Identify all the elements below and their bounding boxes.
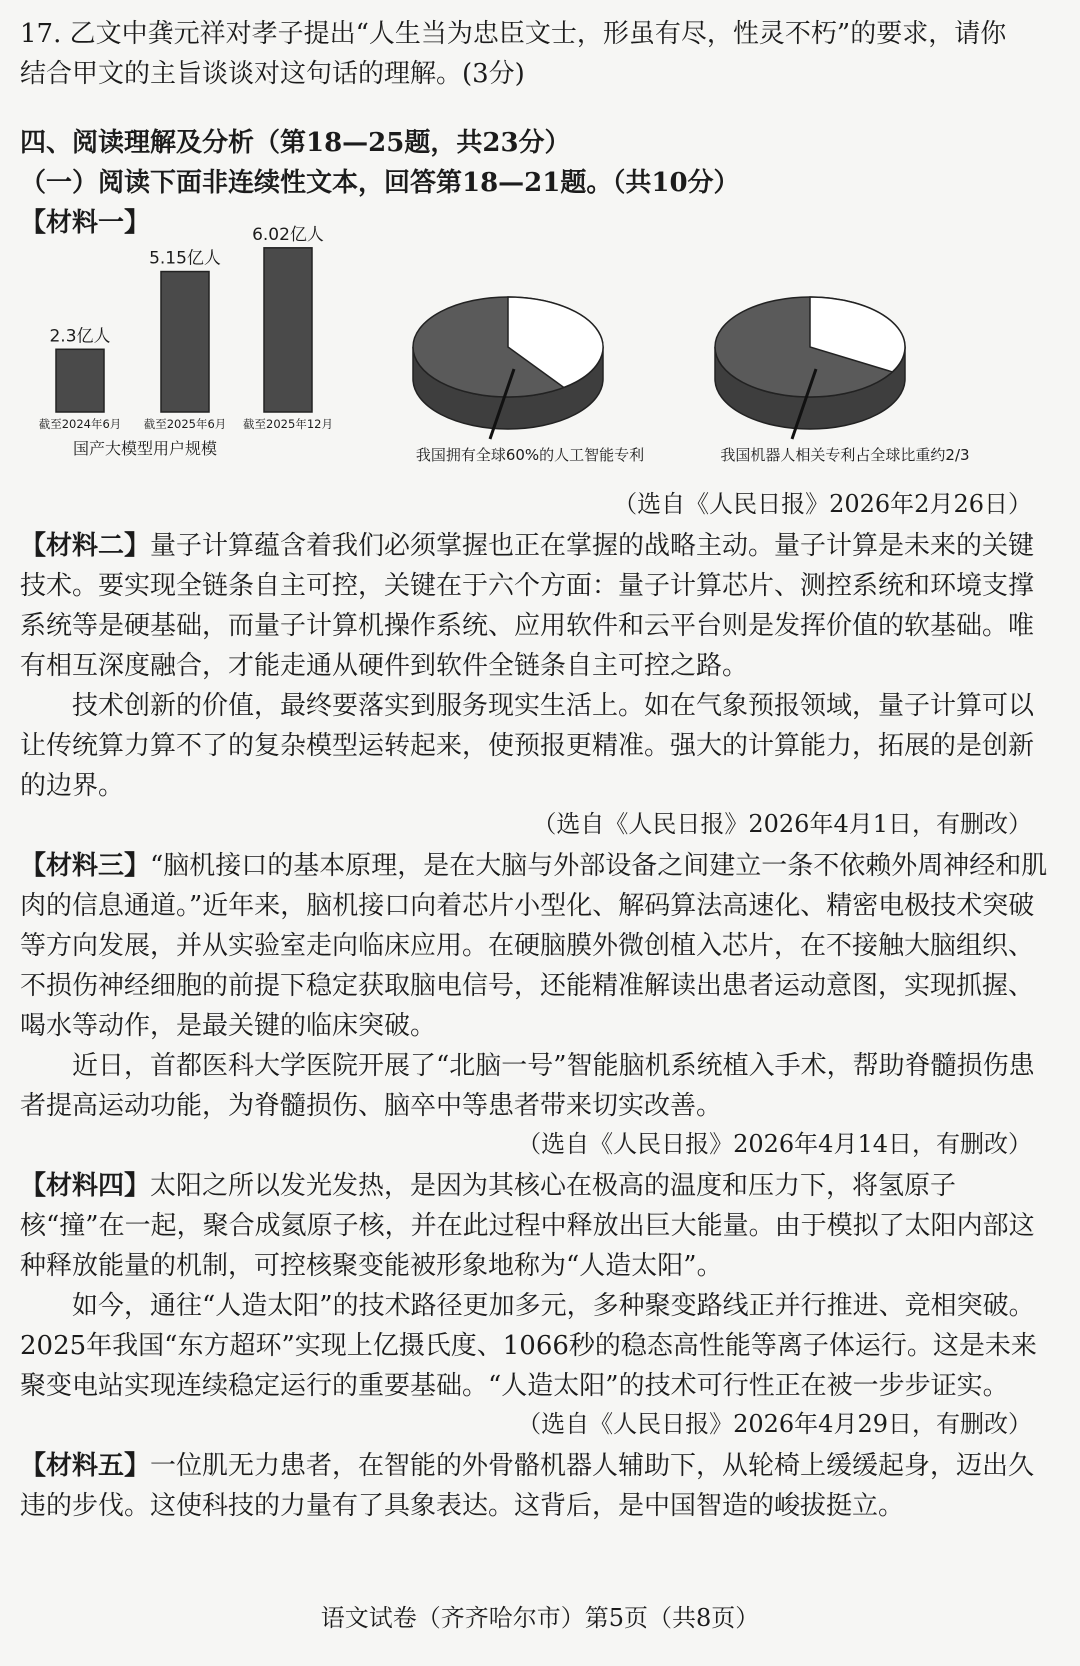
material-2-source: （选自《人民日报》2026年4月1日，有删改）	[532, 810, 1032, 838]
material-2-text-1: 量子计算蕴含着我们必须掌握也正在掌握的战略主动。量子计算是未来的关键技术。要实现全链条自主可控，关键在于六个方面：量子计算芯片、测控系统和环境支撑系统等是硬基础，而量子计算机操作系统、应用软件和云平台则是发挥价值的软基础。唯有相互深度融合，才能走通从硬件到软件全链条自主可控之路。	[20, 531, 1035, 681]
material-1-source: （选自《人民日报》2026年2月26日）	[613, 490, 1032, 518]
bar-category-label-1: 截至2025年6月	[143, 417, 227, 431]
bar-category-label-2: 截至2025年12月	[243, 417, 333, 431]
bar-data-label-1: 5.15亿人	[149, 248, 221, 269]
material-4-para-1	[20, 1166, 1058, 1286]
section-4-subtitle: （一）阅读下面非连续性文本，回答第18—21题。（共10分）	[20, 168, 740, 198]
bar-data-label-0: 2.3亿人	[49, 326, 111, 347]
material-5-para-1	[20, 1446, 1058, 1526]
bar-1	[161, 272, 209, 412]
material-2-tag: 【材料二】	[20, 531, 151, 561]
material-2-para-1	[20, 526, 1058, 686]
material-3-para-1	[20, 846, 1058, 1046]
bar-data-label-2: 6.02亿人	[252, 224, 324, 245]
bar-chart-user-scale	[20, 222, 380, 462]
material-4-source: （选自《人民日报》2026年4月29日，有删改）	[517, 1410, 1032, 1438]
material-4-para-2: 如今，通往“人造太阳”的技术路径更加多元，多种聚变路线正并行推进、竞相突破。2025年我国“东方超环”实现上亿摄氏度、1066秒的稳态高性能等离子体运行。这是未来聚变电站实现连续稳定运行的重要基础。“人造太阳”的技术可行性正在被一步步证实。	[20, 1291, 1037, 1401]
question-17-line-1: 17. 乙文中龚元祥对孝子提出“人生当为忠臣文士，形虽有尽，性灵不朽”的要求，请你	[20, 19, 1007, 49]
page-footer: 语文试卷（齐齐哈尔市）第5页（共8页）	[320, 1604, 760, 1632]
material-3-source: （选自《人民日报》2026年4月14日，有删改）	[517, 1130, 1032, 1158]
material-4-tag: 【材料四】	[20, 1171, 151, 1201]
material-1-tag: 【材料一】	[20, 208, 151, 238]
bar-2	[264, 248, 312, 412]
bar-0	[56, 349, 104, 412]
pie-1-caption: 我国拥有全球60%的人工智能专利	[415, 446, 645, 464]
material-4-text-1: 太阳之所以发光发热，是因为其核心在极高的温度和压力下，将氢原子核“撞”在一起，聚合成氦原子核，并在此过程中释放出巨大能量。由于模拟了太阳内部这种释放能量的机制，可控核聚变能被形象地称为“人造太阳”。	[20, 1171, 1035, 1281]
pie-chart-robot-patents	[710, 292, 940, 442]
material-5-tag: 【材料五】	[20, 1451, 151, 1481]
question-17-line-2: 结合甲文的主旨谈谈对这句话的理解。(3分)	[20, 59, 525, 89]
bar-category-label-0: 截至2024年6月	[38, 417, 122, 431]
pie-2-caption: 我国机器人相关专利占全球比重约2/3	[720, 446, 970, 464]
material-3-para-2: 近日，首都医科大学医院开展了“北脑一号”智能脑机系统植入手术，帮助脊髓损伤患者提高运动功能，为脊髓损伤、脑卒中等患者带来切实改善。	[20, 1051, 1035, 1121]
pie-chart-ai-patents	[408, 292, 638, 442]
material-3-text-1: “脑机接口的基本原理，是在大脑与外部设备之间建立一条不依赖外周神经和肌肉的信息通道。”近年来，脑机接口向着芯片小型化、解码算法高速化、精密电极技术突破等方向发展，并从实验室走向临床应用。在硬脑膜外微创植入芯片，在不接触大脑组织、不损伤神经细胞的前提下稳定获取脑电信号，还能精准解读出患者运动意图，实现抓握、喝水等动作，是最关键的临床突破。	[20, 851, 1048, 1041]
bar-chart-xlabel: 国产大模型用户规模	[72, 439, 218, 458]
material-2-para-2: 技术创新的价值，最终要落实到服务现实生活上。如在气象预报领域，量子计算可以让传统算力算不了的复杂模型运转起来，使预报更精准。强大的计算能力，拓展的是创新的边界。	[20, 691, 1035, 801]
material-3-tag: 【材料三】	[20, 851, 151, 881]
section-4-title: 四、阅读理解及分析（第18—25题，共23分）	[20, 128, 571, 158]
material-5-text-1: 一位肌无力患者，在智能的外骨骼机器人辅助下，从轮椅上缓缓起身，迈出久违的步伐。这使科技的力量有了具象表达。这背后，是中国智造的峻拔挺立。	[20, 1451, 1035, 1521]
